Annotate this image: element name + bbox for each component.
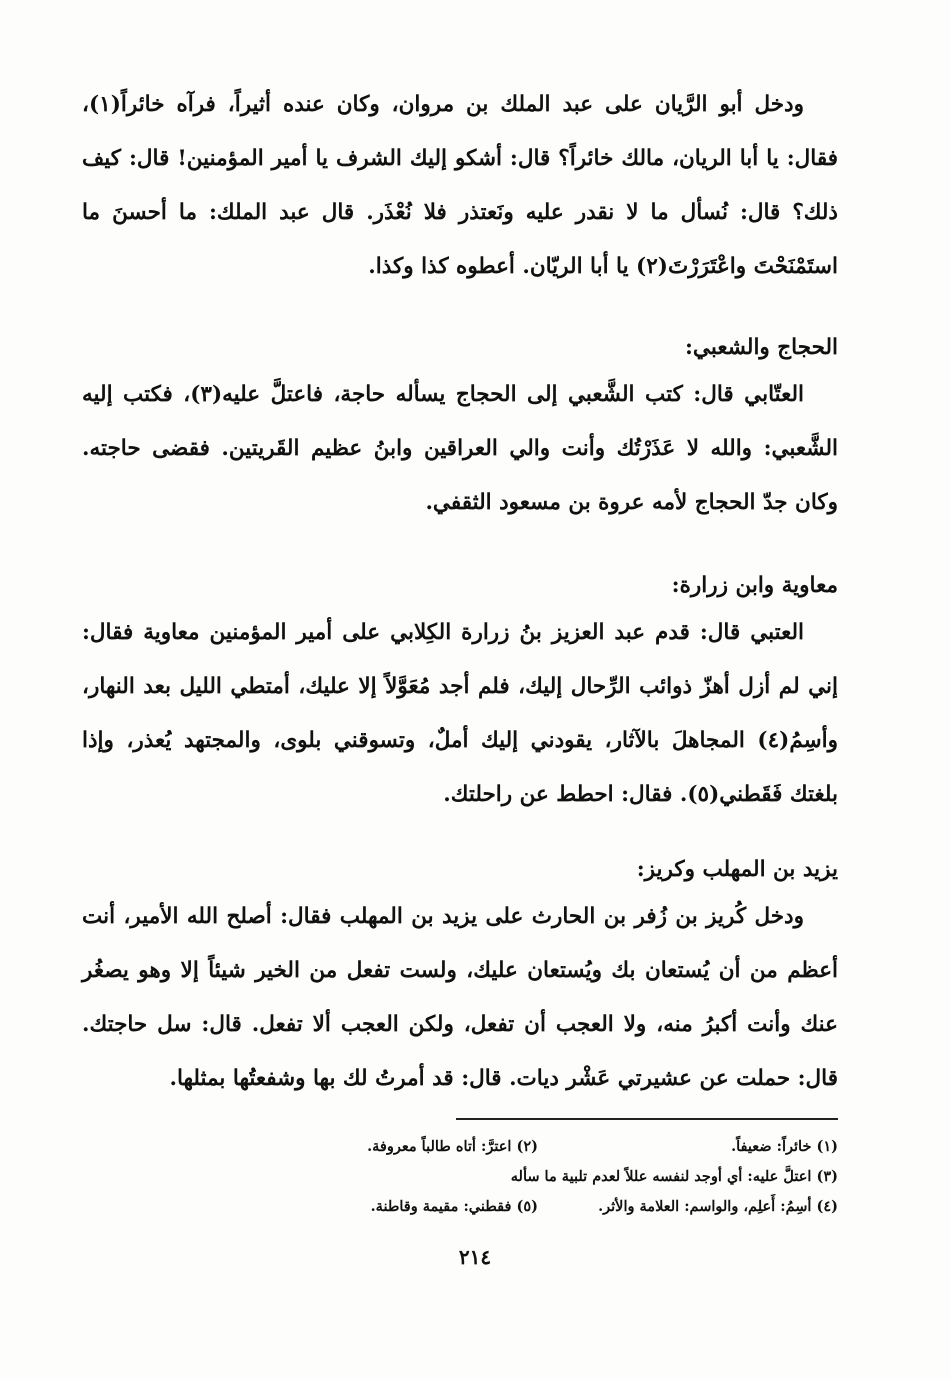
section-heading-yazid: يزيد بن المهلب وكريز: <box>636 857 838 882</box>
section-heading-hajjaj: الحجاج والشعبي: <box>685 335 838 360</box>
footnote-5: (٥) فقطني: مقيمة وقاطنة. <box>370 1198 538 1215</box>
section-heading-muawiya: معاوية وابن زرارة: <box>671 573 838 598</box>
footnote-1: (١) خائراً: ضعيفاً. <box>731 1138 838 1155</box>
paragraph-muawiya: العتبي قال: قدم عبد العزيز بنُ زرارة الكِلابي على أمير المؤمنين معاوية فقال: إني لم أزل أهزّ ذوائب الرِّحال إليك، فلم أجد مُعَوَّلاً إلا عليك، أمتطي الليل بعد النهار، وأسِمُ(٤) المجاهلَ بالآثار، يقودني إليك أملٌ، وتسوقني بلوى، والمجتهد يُعذر، وإذا بلغتك فَقَطني(٥). فقال: احطط عن راحلتك. <box>82 620 838 807</box>
paragraph-yazid: ودخل كُريز بن زُفر بن الحارث على يزيد بن المهلب فقال: أصلح الله الأمير، أنت أعظم من أن يُستعان بك ويُستعان عليك، ولست تفعل من الخير شيئاً إلا وهو يصغُر عنك وأنت أكبرُ منه، ولا العجب أن تفعل، ولكن العجب ألا تفعل. قال: سل حاجتك. قال: حملت عن عشيرتي عَشْر ديات. قال: قد أمرتُ لك بها وشفعتُها بمثلها. <box>82 904 838 1091</box>
footnote-divider <box>456 1118 838 1120</box>
footnote-4: (٤) أسِمُ: أَعلِم، والواسم: العلامة والأثر. <box>598 1198 838 1215</box>
footnotes <box>82 1132 838 1222</box>
footnote-row <box>82 1162 838 1192</box>
footnote-row <box>82 1192 838 1222</box>
footnote-2: (٢) اعترَّ: أتاه طالباً معروفة. <box>367 1138 538 1155</box>
footnote-row <box>82 1132 838 1162</box>
footnote-3: (٣) اعتلَّ عليه: أي أوجد لنفسه عللاً لعدم تلبية ما سأله <box>510 1168 838 1185</box>
page-number: ٢١٤ <box>458 1245 492 1269</box>
paragraph-hajjaj: العتّابي قال: كتب الشَّعبي إلى الحجاج يسأله حاجة، فاعتلَّ عليه(٣)، فكتب إليه الشَّعبي: والله لا عَذَرْتُك وأنت والي العراقين وابنُ عظيم القَريتين. فقضى حاجته. وكان جدّ الحجاج لأمه عروة بن مسعود الثقفي. <box>82 382 838 515</box>
paragraph-abu-rayyan: ودخل أبو الرَّيان على عبد الملك بن مروان، وكان عنده أثيراً، فرآه خائراً(١)، فقال: يا أبا الريان، مالك خائراً؟ قال: أشكو إليك الشرف يا أمير المؤمنين! قال: كيف ذلك؟ قال: نُسأل ما لا نقدر عليه ونَعتذر فلا نُعْذَر. قال عبد الملك: ما أحسنَ ما استَمْنَحْتَ واعْتَرَرْتَ(٢) يا أبا الريّان. أعطوه كذا وكذا. <box>82 92 838 279</box>
